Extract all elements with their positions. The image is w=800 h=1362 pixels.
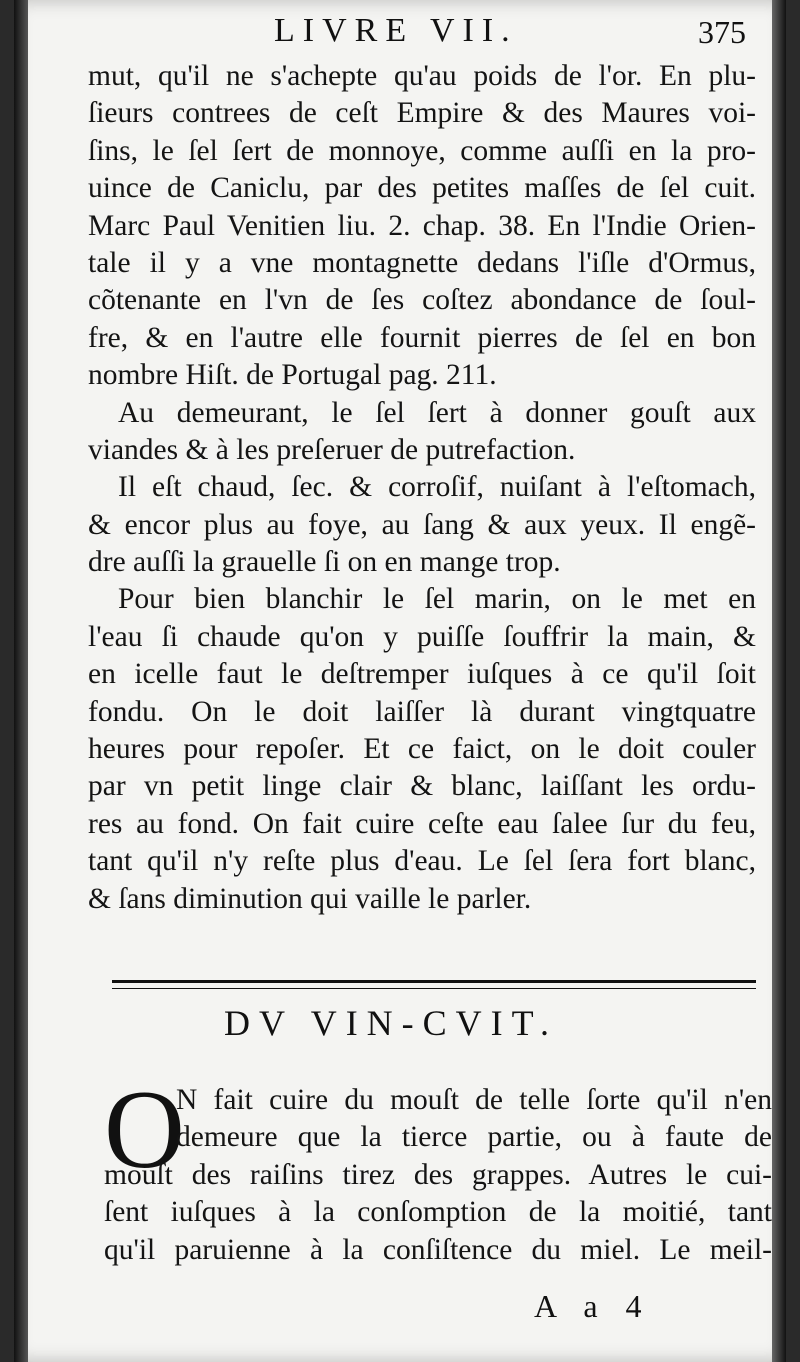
text-line: l'eau ſi chaude qu'on y puiſſe ſouffrir la main, & — [88, 620, 756, 653]
section-rule — [112, 980, 756, 989]
page-left-edge — [14, 0, 28, 1362]
text-line: dre auſſi la grauelle ſi on en mange trop. — [88, 546, 561, 579]
text-line: fre, & en l'autre elle fournit pierres de ſel en bon — [88, 321, 756, 354]
text-line: Il eſt chaud, ſec. & corroſif, nuiſant à l'eſtomach, — [118, 471, 756, 504]
text-line: fondu. On le doit laiſſer là durant vingtquatre — [88, 695, 756, 728]
drop-cap: O — [104, 1068, 185, 1192]
text-line: ſieurs contrees de ceſt Empire & des Maures voi- — [88, 97, 756, 130]
section-title: DV VIN-CVIT. — [224, 1003, 558, 1043]
text-line: par vn petit linge clair & blanc, laiſſant les ordu- — [88, 770, 756, 803]
text-line: ſins, le ſel ſert de monnoye, comme auſſi en la pro- — [88, 134, 756, 167]
text-line: heures pour repoſer. Et ce faict, on le doit couler — [88, 733, 756, 766]
text-line: cõtenante en l'vn de ſes coſtez abondance de ſoul- — [88, 284, 756, 317]
text-line: res au fond. On fait cuire ceſte eau ſalee ſur du feu, — [88, 807, 756, 840]
text-line: tale il y a vne montagnette dedans l'iſle d'Ormus, — [88, 246, 756, 279]
signature-mark: A a 4 — [534, 1288, 652, 1324]
text-line: demeure que la tierce partie, ou à faute de — [176, 1121, 772, 1154]
page-number: 375 — [698, 14, 746, 50]
book-page — [14, 0, 786, 1362]
text-line: & encor plus au foye, au ſang & aux yeux. Il engẽ- — [88, 508, 756, 541]
text-line: Marc Paul Venitien liu. 2. chap. 38. En l'Indie Orien- — [88, 209, 756, 242]
text-line: viandes & à les preſeruer de putrefaction. — [88, 433, 576, 466]
text-line: tant qu'il n'y reſte plus d'eau. Le ſel ſera fort blanc, — [88, 845, 756, 878]
page-right-edge — [772, 0, 786, 1362]
text-line: Au demeurant, le ſel ſert à donner gouſt aux — [118, 396, 756, 429]
body-text-block-2 — [104, 1068, 772, 1269]
text-line: ſent iuſques à la conſomption de la moitié, tant — [104, 1196, 772, 1229]
body-text-block-1 — [88, 58, 756, 918]
text-line: qu'il paruienne à la conſiſtence du miel. Le meil- — [104, 1233, 772, 1266]
text-line: mut, qu'il ne s'achepte qu'au poids de l'or. En plu- — [88, 60, 756, 92]
text-line: Pour bien blanchir le ſel marin, on le met en — [118, 583, 756, 616]
text-line: mouſt des raiſins tirez des grappes. Autres le cui- — [104, 1158, 772, 1191]
text-line: & ſans diminution qui vaille le parler. — [88, 882, 532, 915]
text-line: uince de Caniclu, par des petites maſſes de ſel cuit. — [88, 172, 756, 205]
text-line: nombre Hiſt. de Portugal pag. 211. — [88, 359, 497, 392]
page-header — [14, 6, 786, 50]
text-line: N fait cuire du mouſt de telle ſorte qu'il n'en — [176, 1084, 772, 1116]
text-line: en icelle faut le deſtremper iuſques à ce qu'il ſoit — [88, 658, 756, 691]
running-head: LIVRE VII. — [274, 12, 518, 49]
